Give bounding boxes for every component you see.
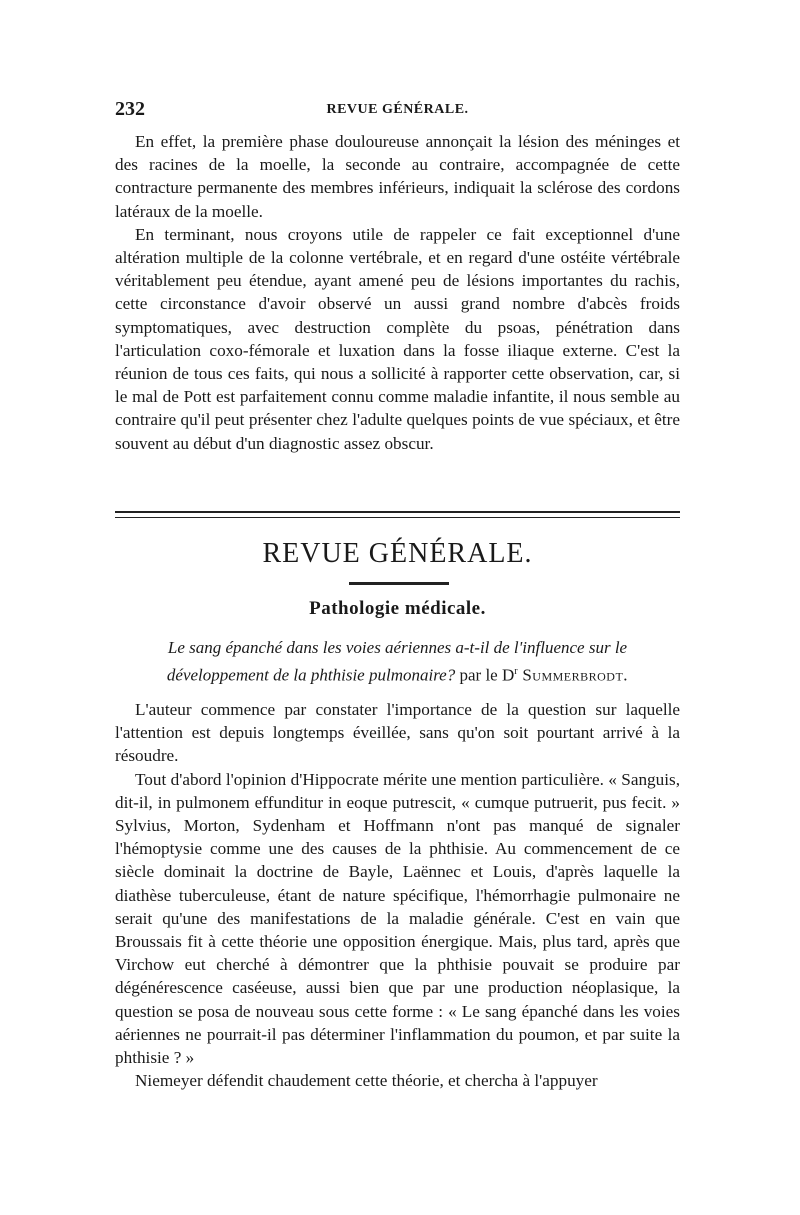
title-rule [349, 582, 449, 585]
paragraph: En terminant, nous croyons utile de rappeler ce fait exceptionnel d'une altération multiple de la colonne vertébrale, et en regard d'une ostéite vértébrale véritablement peu étendue, ayant amené peu de lésions importantes du rachis, cette circonstance d'avoir observé un aussi grand nombre d'abcès froids symptomatiques, avec destruction complète du psoas, pénétration dans l'articulation coxo-fémorale et luxation dans la fosse iliaque externe. C'est la réunion de tous ces faits, qui nous a sollicité à rapporter cette observation, car, si le mal de Pott est parfaitement connu comme maladie infantite, il nous semble au contraire qu'il peut présenter chez l'adulte quelques points de vue spéciaux, et être souvent au début d'un diagnostic assez obscur. [115, 224, 680, 453]
section-subheading: Pathologie médicale. [309, 598, 486, 619]
paragraph: En effet, la première phase douloureuse annonçait la lésion des méninges et des racines de la moelle, la seconde au contraire, accompagnée de cette contracture permanente des membres inférieurs, indiquait la sclérose des cordons latéraux de la moelle. [115, 132, 680, 221]
article-body [115, 698, 680, 1092]
page-number: 232 [115, 98, 145, 120]
article-title [115, 636, 680, 688]
paragraph: L'auteur commence par constater l'importance de la question sur laquelle l'attention est depuis longtemps éveillée, sans qu'on soit pourtant arrivé à la résoudre. [115, 700, 680, 766]
paragraph: Niemeyer défendit chaudement cette théorie, et chercha à l'appuyer [135, 1071, 598, 1091]
byline-prefix: par le D [455, 665, 515, 685]
page-header [115, 98, 680, 122]
byline-sup: r [514, 666, 518, 677]
section-title: REVUE GÉNÉRALE. [262, 538, 533, 569]
section-divider [115, 511, 680, 521]
running-title: REVUE GÉNÉRALE. [326, 102, 469, 117]
article-title-italic: Le sang épanché dans les voies aériennes a-t-il de l'influence sur le développement de la phthisie pulmonaire? [166, 638, 628, 685]
intro-text [115, 130, 680, 455]
byline-author: Summerbrodt. [517, 665, 629, 685]
paragraph: Tout d'abord l'opinion d'Hippocrate mérite une mention particulière. « Sanguis, dit-il, in pulmonem effunditur in eoque putrescit, « cumque putruerit, pus fecit. » Sylvius, Morton, Sydenham et Hoffmann n'ont pas manqué de signaler l'hémoptysie comme une des causes de la phthisie. Au commencement de ce siècle dominait la doctrine de Bayle, Laënnec et Louis, d'après laquelle la diathèse tuberculeuse, étant de nature spécifique, l'hémorrhagie pulmonaire ne serait qu'une des manifestations de la maladie générale. C'est en vain que Broussais fit à cette théorie une opposition énergique. Mais, plus tard, après que Virchow eut cherché à démontrer que la phthisie pouvait se produire par dégénérescence caséeuse, aussi bien que par une production néoplasique, la question se posa de nouveau sous cette forme : « Le sang épanché dans les voies aériennes ne pourrait-il pas déterminer l'inflammation du poumon, et par suite la phthisie ? » [115, 769, 680, 1068]
